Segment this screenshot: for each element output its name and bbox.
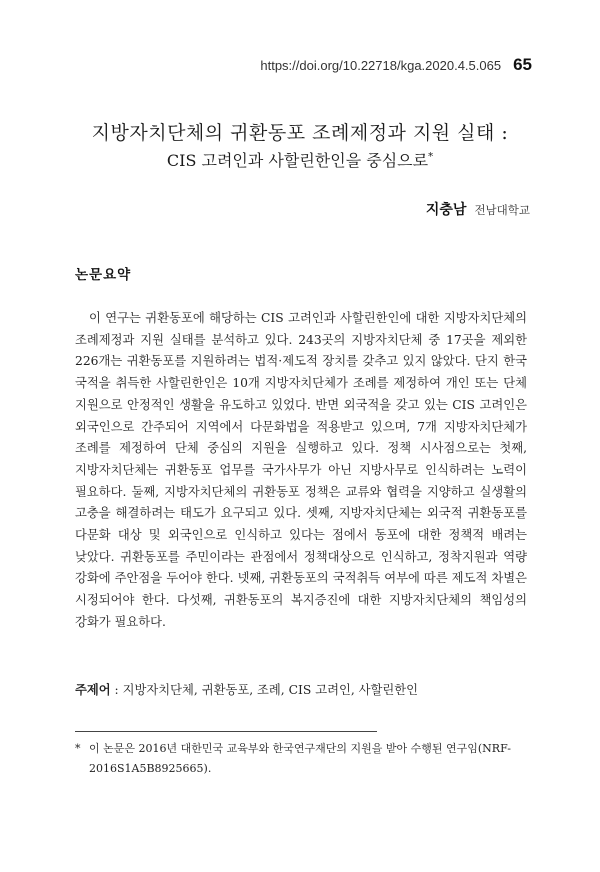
paper-subtitle: [0, 148, 600, 171]
footnote-marker: *: [428, 151, 434, 163]
footnote-mark: *: [75, 742, 81, 755]
author-name: 지충남: [425, 202, 467, 218]
footnote-divider: [75, 731, 377, 732]
subtitle-text: CIS 고려인과 사할린한인을 중심으로: [166, 151, 429, 170]
footnote: [75, 739, 531, 779]
page-header: [260, 55, 532, 75]
paper-title: 지방자치단체의 귀환동포 조례제정과 지원 실태 :: [91, 122, 509, 144]
abstract-heading: 논문요약: [75, 267, 132, 283]
footnote-text: 이 논문은 2016년 대한민국 교육부와 한국연구재단의 지원을 받아 수행된 연구임(NRF-2016S1A5B8925665).: [89, 742, 511, 775]
keywords-list: 지방자치단체, 귀환동포, 조례, CIS 고려인, 사할린한인: [122, 683, 419, 697]
keywords-separator: :: [110, 683, 123, 697]
abstract-body: 이 연구는 귀환동포에 해당하는 CIS 고려인과 사할린한인에 대한 지방자치단체의 조례제정과 지원 실태를 분석하고 있다. 243곳의 지방자치단체 중 17곳을 제외한 226개는 귀환동포를 지원하려는 법적·제도적 장치를 갖추고 있지 않았다. 단지 한국 국적을 취득한 사할린한인은 10개 지방자치단체가 조례를 제정하여 개인 또는 단체 지원으로 안정적인 생활을 유도하고 있었다. 반면 외국적을 갖고 있는 CIS 고려인은 외국인으로 간주되어 지역에서 다문화법을 적용받고 있으며, 7개 지방자치단체가 조례를 제정하여 단체 중심의 지원을 실행하고 있다. 정책 시사점으로는 첫째, 지방자치단체는 귀환동포 업무를 국가사무가 아닌 지방사무로 인식하려는 노력이 필요하다. 둘째, 지방자치단체의 귀환동포 정책은 교류와 협력을 지양하고 실생활의 고충을 해결하려는 태도가 요구되고 있다. 셋째, 지방자치단체는 외국적 귀환동포를 다문화 대상 및 외국인으로 인식하고 있다는 점에서 동포에 대한 정책적 배려는 낮았다. 귀환동포를 주민이라는 관점에서 정책대상으로 인식하고, 정착지원과 역량 강화에 주안점을 두어야 한다. 넷째, 귀환동포의 국적취득 여부에 따른 제도적 차별은 시정되어야 한다. 다섯째, 귀환동포의 복지증진에 대한 지방자치단체의 책임성의 강화가 필요하다.: [75, 311, 527, 629]
page-number: 65: [513, 55, 532, 74]
keywords-line: [75, 680, 535, 698]
author-block: [426, 199, 530, 219]
doi-link[interactable]: https://doi.org/10.22718/kga.2020.4.5.065: [260, 58, 502, 73]
author-affiliation: 전남대학교: [474, 203, 530, 217]
keywords-label: 주제어: [75, 683, 111, 697]
